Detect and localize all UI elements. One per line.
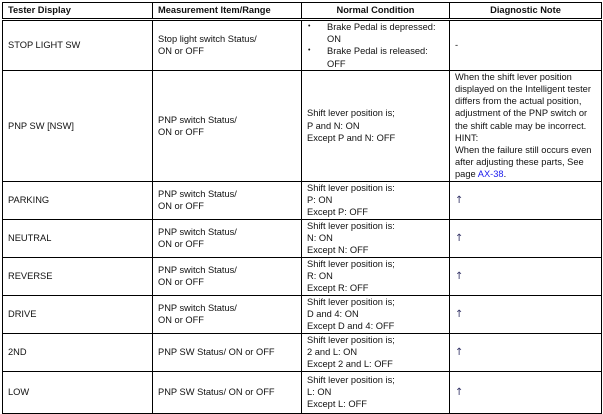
measurement-cell: [153, 70, 302, 181]
measurement-line: ON or OFF: [158, 315, 204, 326]
hint-text: When the failure still occurs even after adjusting these parts, See page: [455, 145, 592, 180]
tester-display-cell: PNP SW [NSW]: [3, 70, 153, 181]
diagnostic-note-cell: [450, 70, 602, 181]
measurement-line: PNP SW Status/ ON or OFF: [158, 347, 275, 358]
diagnostic-note-cell: -: [450, 20, 602, 71]
diagnostic-note-cell: [450, 371, 602, 413]
measurement-line: PNP switch Status/: [158, 302, 237, 313]
normal-condition-cell: [302, 181, 450, 219]
condition-line: Except R: OFF: [307, 283, 369, 294]
measurement-line: ON or OFF: [158, 201, 204, 212]
condition-line: Shift lever position is;: [307, 258, 395, 269]
measurement-line: PNP switch Status/: [158, 226, 237, 237]
condition-line: Except P and N: OFF: [307, 132, 396, 143]
measurement-line: ON or OFF: [158, 239, 204, 250]
measurement-cell: [153, 295, 302, 333]
same-as-above-arrow-icon: ↑: [455, 308, 464, 320]
condition-bullet-item: • Brake Pedal is released: OFF: [307, 45, 444, 69]
measurement-cell: [153, 333, 302, 371]
tester-display-cell: NEUTRAL: [3, 219, 153, 257]
table-row: [3, 257, 602, 295]
tester-display-cell: DRIVE: [3, 295, 153, 333]
header-tester-display: Tester Display: [3, 3, 153, 20]
tester-display-cell: 2ND: [3, 333, 153, 371]
normal-condition-cell: [302, 70, 450, 181]
diagnostic-note-cell: [450, 219, 602, 257]
condition-line: Shift lever position is:: [307, 220, 395, 231]
diagnostic-note-cell: [450, 257, 602, 295]
table-row: [3, 219, 602, 257]
tester-display-cell: PARKING: [3, 181, 153, 219]
condition-line: Except D and 4: OFF: [307, 321, 395, 332]
measurement-cell: [153, 219, 302, 257]
table-header-row: [3, 3, 602, 20]
diagnostic-note-text: When the shift lever position displayed on the Intelligent tester differs from the actual position, adjustment of the PNP switch or the shift cable may be incorrect.: [455, 71, 591, 131]
condition-line: Shift lever position is:: [307, 182, 395, 193]
measurement-cell: [153, 371, 302, 413]
condition-line: N: ON: [307, 233, 333, 244]
table-row: [3, 70, 602, 181]
diagnostic-note-cell: [450, 295, 602, 333]
normal-condition-cell: [302, 333, 450, 371]
same-as-above-arrow-icon: ↑: [455, 232, 464, 244]
condition-line: Shift lever position is;: [307, 334, 395, 345]
measurement-line: PNP switch Status/: [158, 114, 237, 125]
measurement-cell: [153, 181, 302, 219]
measurement-line: PNP switch Status/: [158, 188, 237, 199]
table-row: [3, 333, 602, 371]
normal-condition-cell: [302, 257, 450, 295]
measurement-line: ON or OFF: [158, 277, 204, 288]
measurement-line: PNP SW Status/ ON or OFF: [158, 387, 275, 398]
header-diagnostic-note: Diagnostic Note: [450, 3, 602, 20]
condition-line: Shift lever position is;: [307, 296, 395, 307]
hint-text-block: [455, 144, 596, 181]
header-measurement-item: Measurement Item/Range: [153, 3, 302, 20]
condition-line: P: ON: [307, 195, 333, 206]
measurement-line: PNP switch Status/: [158, 264, 237, 275]
condition-line: Except N: OFF: [307, 245, 369, 256]
tester-display-cell: STOP LIGHT SW: [3, 20, 153, 71]
condition-line: L: ON: [307, 387, 332, 398]
same-as-above-arrow-icon: ↑: [455, 386, 464, 398]
condition-line: Shift lever position is;: [307, 374, 395, 385]
normal-condition-cell: [302, 20, 450, 71]
condition-line: Except P: OFF: [307, 207, 368, 218]
measurement-line: ON or OFF: [158, 126, 204, 137]
page-reference-link[interactable]: AX-38: [477, 169, 504, 180]
tester-display-cell: LOW: [3, 371, 153, 413]
measurement-line: Stop light switch Status/: [158, 34, 257, 45]
condition-line: Except 2 and L: OFF: [307, 359, 393, 370]
table-row: [3, 20, 602, 71]
condition-line: D and 4: ON: [307, 309, 359, 320]
normal-condition-cell: [302, 295, 450, 333]
normal-condition-cell: [302, 371, 450, 413]
diagnostic-note-cell: [450, 181, 602, 219]
normal-condition-cell: [302, 219, 450, 257]
header-normal-condition: Normal Condition: [302, 3, 450, 20]
same-as-above-arrow-icon: ↑: [455, 346, 464, 358]
condition-line: 2 and L: ON: [307, 347, 358, 358]
hint-suffix: .: [503, 169, 507, 180]
table-row: [3, 181, 602, 219]
measurement-line: ON or OFF: [158, 46, 204, 57]
measurement-cell: [153, 257, 302, 295]
condition-line: Shift lever position is;: [307, 108, 395, 119]
condition-bullet-item: • Brake Pedal is depressed: ON: [307, 21, 444, 45]
hint-label: HINT:: [455, 132, 479, 143]
tester-display-cell: REVERSE: [3, 257, 153, 295]
measurement-cell: [153, 20, 302, 71]
condition-line: P and N: ON: [307, 120, 360, 131]
diagnostic-note-cell: [450, 333, 602, 371]
condition-line: R: ON: [307, 271, 333, 282]
same-as-above-arrow-icon: ↑: [455, 270, 464, 282]
condition-bullet-list: [307, 21, 444, 70]
table-row: [3, 295, 602, 333]
same-as-above-arrow-icon: ↑: [455, 194, 464, 206]
table-row: [3, 371, 602, 413]
diagnostic-data-table: [2, 2, 602, 414]
condition-line: Except L: OFF: [307, 399, 367, 410]
